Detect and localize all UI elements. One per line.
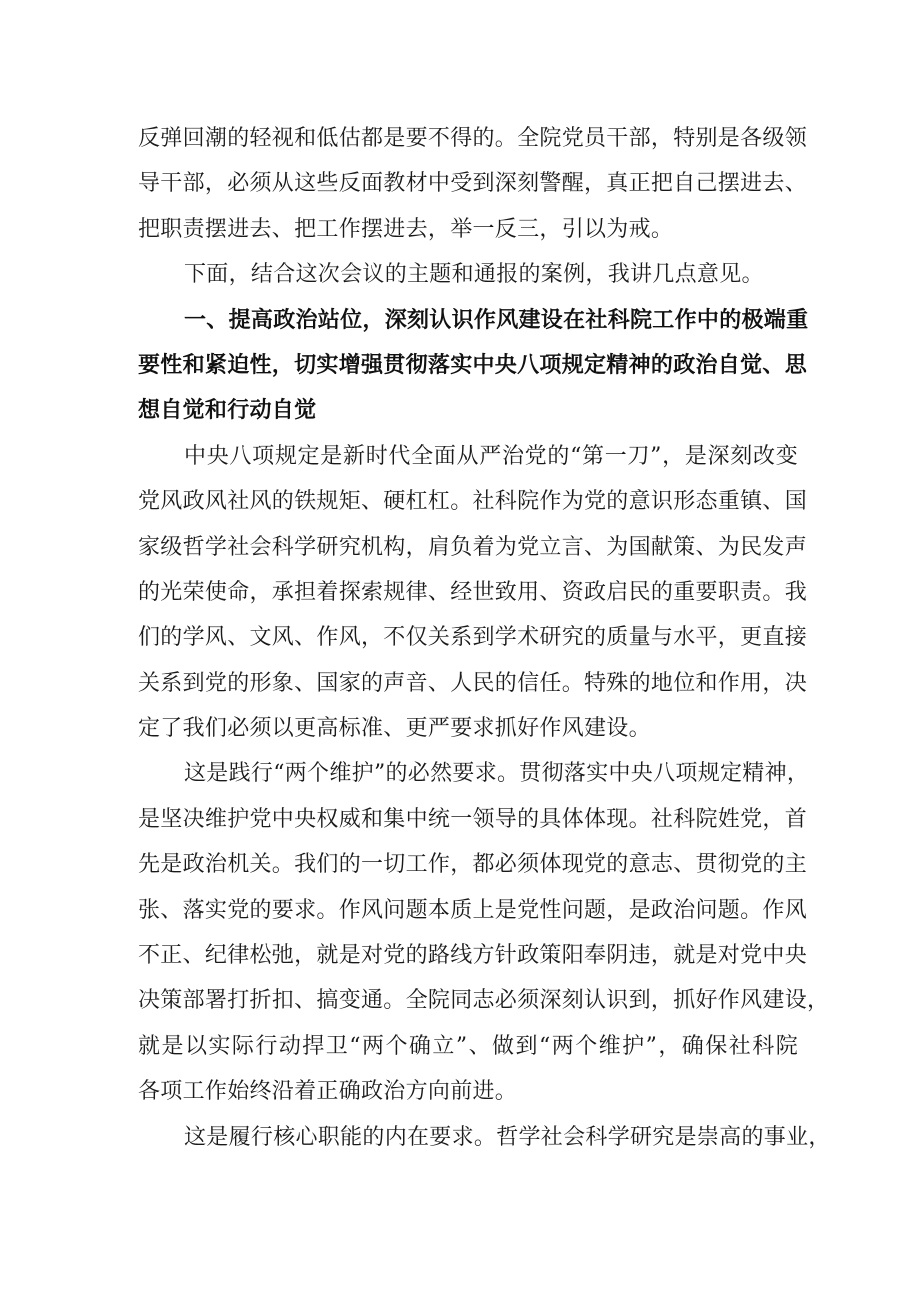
document-body	[138, 116, 831, 1160]
paragraph-5	[138, 751, 830, 1114]
text-line: 们的学风、文风、作风，不仅关系到学术研究的质量与水平，更直接	[138, 625, 808, 651]
text-line: 的光荣使命，承担着探索规律、经世致用、资政启民的重要职责。我	[138, 579, 808, 605]
text-line: 不正、纪律松弛，就是对党的路线方针政策阳奉阴违，就是对党中央	[138, 943, 808, 969]
heading-line: 要性和紧迫性，切实增强贯彻落实中央八项规定精神的政治自觉、思	[138, 351, 808, 378]
paragraph-4	[138, 434, 808, 752]
text-line: 中央八项规定是新时代全面从严治党的“第一刀”，是深刻改变	[184, 443, 798, 469]
text-line: 先是政治机关。我们的一切工作，都必须体现党的意志、贯彻党的主	[138, 852, 808, 878]
heading-line: 想自觉和行动自觉	[138, 397, 317, 424]
text-line: 家级哲学社会科学研究机构，肩负着为党立言、为国献策、为民发声	[138, 534, 808, 560]
text-line: 反弹回潮的轻视和低估都是要不得的。全院党员干部，特别是各级领	[138, 126, 808, 151]
text-line: 各项工作始终沿着正确政治方向前进。	[138, 1079, 518, 1105]
text-line: 党风政风社风的铁规矩、硬杠杠。社科院作为党的意识形态重镇、国	[138, 489, 808, 515]
paragraph-6	[138, 1115, 831, 1160]
text-line: 这是履行核心职能的内在要求。哲学社会科学研究是崇高的事业，	[184, 1124, 831, 1150]
text-line: 决策部署打折扣、搞变通。全院同志必须深刻认识到，抓好作风建设，	[138, 988, 830, 1014]
paragraph-1	[138, 116, 808, 252]
text-line: 关系到党的形象、国家的声音、人民的信任。特殊的地位和作用，决	[138, 670, 808, 696]
text-line: 这是践行“两个维护”的必然要求。贯彻落实中央八项规定精神，	[184, 761, 810, 787]
text-line: 张、落实党的要求。作风问题本质上是党性问题，是政治问题。作风	[138, 897, 808, 923]
text-line: 就是以实际行动捍卫“两个确立”、做到“两个维护”，确保社科院	[138, 1033, 798, 1059]
paragraph-2	[138, 252, 798, 297]
text-line: 是坚决维护党中央权威和集中统一领导的具体体现。社科院姓党，首	[138, 806, 808, 832]
text-line: 把职责摆进去、把工作摆进去，举一反三，引以为戒。	[138, 216, 674, 242]
heading-line: 一、提高政治站位，深刻认识作风建设在社科院工作中的极端重	[184, 306, 809, 333]
section-heading-1	[138, 298, 809, 434]
text-line: 下面，结合这次会议的主题和通报的案例，我讲几点意见。	[184, 262, 764, 288]
text-line: 定了我们必须以更高标准、更严要求抓好作风建设。	[138, 716, 651, 742]
text-line: 导干部，必须从这些反面教材中受到深刻警醒，真正把自己摆进去、	[138, 171, 808, 197]
